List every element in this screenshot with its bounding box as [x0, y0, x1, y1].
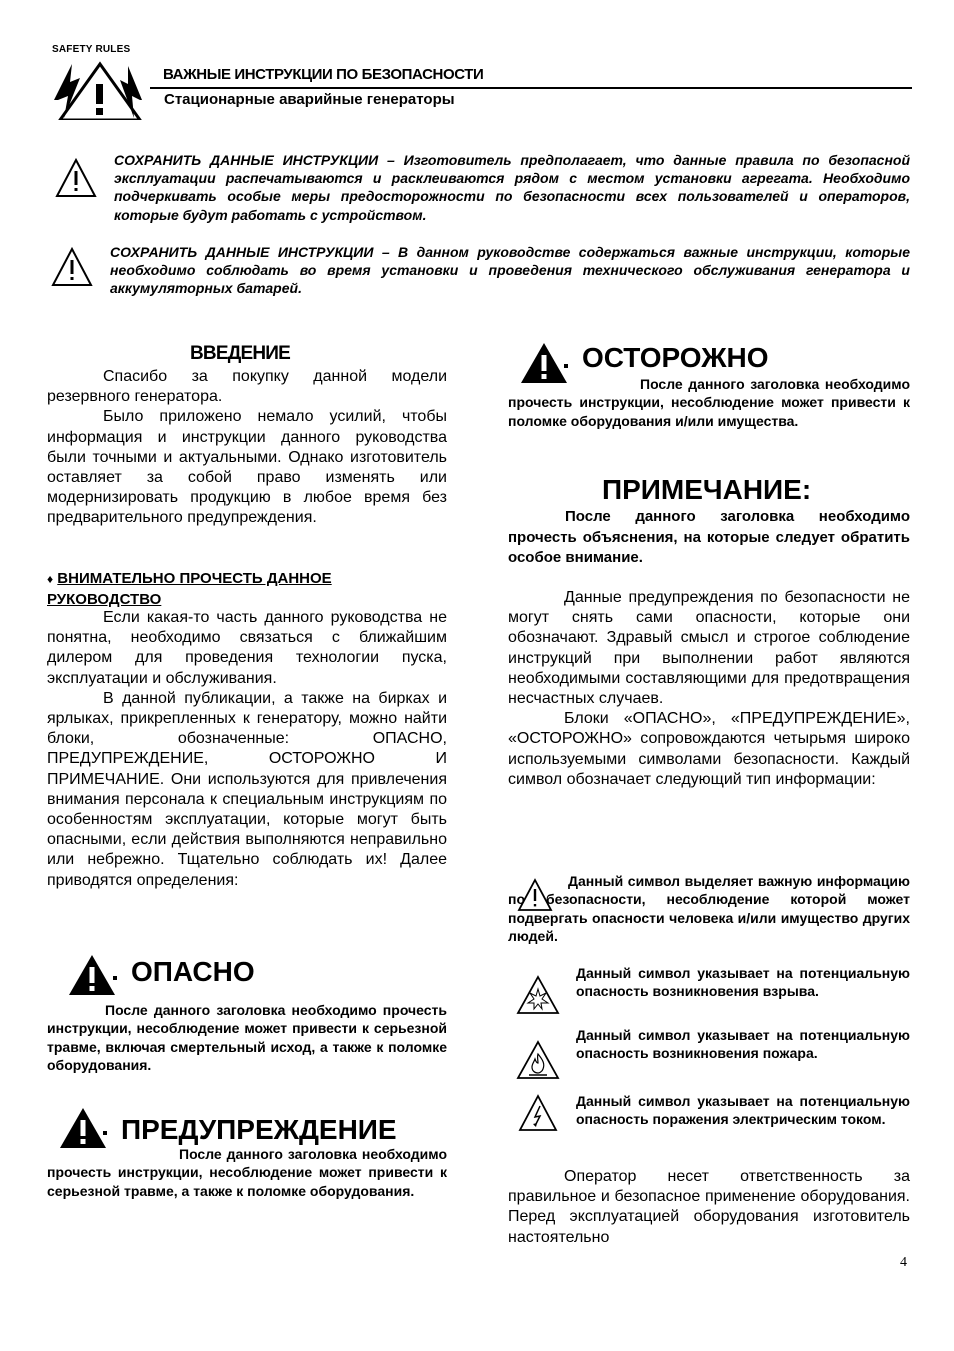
danger-heading: ОПАСНО: [131, 956, 255, 987]
read-paragraph-1: Если какая-то часть данного руководства не понятна, необходимо связаться с ближайшим дилером для проведения технологии пуска, эксплуатации и обслуживания.: [47, 609, 447, 687]
intro-paragraph-1: Спасибо за покупку данной модели резервного генератора.: [47, 368, 447, 406]
fire-symbol-icon: [516, 1040, 560, 1080]
note-text: После данного заголовка необходимо прочесть объяснения, на которые следует обратить особое внимание.: [508, 508, 910, 566]
intro-paragraph-2: Было приложено немало усилий, чтобы информация и инструкции данного руководства были точными и актуальными. Однако изготовитель оставляет за собой право изменять или модернизировать продукцию в любое время без предварительного предупреждения.: [47, 408, 447, 527]
right-paragraph-2: Блоки «ОПАСНО», «ПРЕДУПРЕЖДЕНИЕ», «ОСТОРОЖНО» сопровождаются четырьмя широко используемыми символами безопасности. Каждый символ обозначает следующий тип информации:: [508, 710, 910, 788]
notice-save-instructions-2: СОХРАНИТЬ ДАННЫЕ ИНСТРУКЦИИ – В данном руководстве содержаться важные инструкции, которые необходимо соблюдать во время установки и проведения технического обслуживания генератора и аккумуляторных батарей.: [110, 244, 910, 297]
symbol-fire-text: Данный символ указывает на потенциальную опасность возникновения пожара.: [576, 1027, 910, 1062]
header-rule: [150, 87, 912, 89]
symbol-alert-text: Данный символ выделяет важную информацию по безопасности, несоблюдение которой может подвергать опасности человека и/или имущество других людей.: [508, 873, 910, 945]
warning-dot: [103, 1131, 107, 1135]
caution-text: После данного заголовка необходимо прочесть инструкции, несоблюдение может привести к поломке оборудования и/или имущества.: [508, 376, 910, 429]
right-column-text: [508, 588, 910, 790]
read-manual-text: [47, 608, 447, 891]
danger-triangle-icon: [68, 954, 116, 996]
warning-triangle-icon: [51, 247, 93, 287]
electric-shock-symbol-icon: [518, 1094, 558, 1132]
warning-heading: ПРЕДУПРЕЖДЕНИЕ: [121, 1114, 397, 1145]
caution-dot: [564, 364, 568, 368]
operator-paragraph: Оператор несет ответственность за правильное и безопасное применение оборудования. Перед эксплуатацией оборудования изготовитель настоятельно: [508, 1168, 910, 1246]
warning-text: После данного заголовка необходимо прочесть инструкции, несоблюдение может привести к серьезной травме, а также к поломке оборудования.: [47, 1146, 447, 1199]
page-number: 4: [900, 1255, 907, 1270]
notice-save-instructions-1: СОХРАНИТЬ ДАННЫЕ ИНСТРУКЦИИ – Изготовитель предполагает, что данные правила по безопасной эксплуатации распечатываются и расклеиваются рядом с местом установки агрегата. Необходимо подчеркивать особые меры предосторожности по безопасности всех пользователей и операторов, которые будут работать с устройством.: [114, 152, 910, 223]
danger-text: После данного заголовка необходимо прочесть инструкции, несоблюдение может привести к серьезной травме, включая смертельный исход, а также к поломке оборудования.: [47, 1002, 447, 1074]
warning-triangle-icon: [55, 158, 97, 198]
explosion-symbol-icon: [516, 975, 560, 1015]
warning-black-triangle-icon: [59, 1107, 107, 1149]
header-subtitle: Стационарные аварийные генераторы: [164, 91, 455, 108]
read-paragraph-2: В данной публикации, а также на бирках и ярлыках, прикрепленных к генератору, можно найти блоки, обозначенные: ОПАСНО, ПРЕДУПРЕЖДЕНИЕ, ОСТОРОЖНО И ПРИМЕЧАНИЕ. Они используются для привлечения внимания персонала к специальным инструкциям по особенностям эксплуатации, которые могут быть опасными, если действия выполняются неправильно или небрежно. Тщательно соблюдать их! Далее приводятся определения:: [47, 689, 447, 889]
logo-text: SAFETY RULES: [52, 44, 131, 55]
note-heading: ПРИМЕЧАНИЕ:: [602, 474, 812, 505]
left-column-text: [47, 367, 447, 529]
lightning-warning-icon: [52, 56, 144, 120]
symbol-shock-text: Данный символ указывает на потенциальную опасность поражения электрическим током.: [576, 1093, 910, 1128]
read-manual-title: ВНИМАТЕЛЬНО ПРОЧЕСТЬ ДАННОЕ РУКОВОДСТВО: [47, 570, 332, 608]
bullet-diamond-icon: ♦: [47, 572, 54, 586]
danger-dot: [113, 976, 117, 980]
symbol-explosion-text: Данный символ указывает на потенциальную опасность возникновения взрыва.: [576, 965, 910, 1000]
right-paragraph-1: Данные предупреждения по безопасности не могут снять сами опасности, которые они обозначают. Здравый смысл и строгое соблюдение инструкций при выполнении работ являются необходимыми составляющими для предотвращения несчастных случаев.: [508, 589, 910, 708]
caution-heading: ОСТОРОЖНО: [582, 342, 769, 373]
header-title: ВАЖНЫЕ ИНСТРУКЦИИ ПО БЕЗОПАСНОСТИ: [163, 66, 484, 83]
safety-rules-logo: [52, 44, 144, 120]
read-manual-heading: [47, 569, 427, 609]
intro-heading: ВВЕДЕНИЕ: [190, 343, 290, 364]
